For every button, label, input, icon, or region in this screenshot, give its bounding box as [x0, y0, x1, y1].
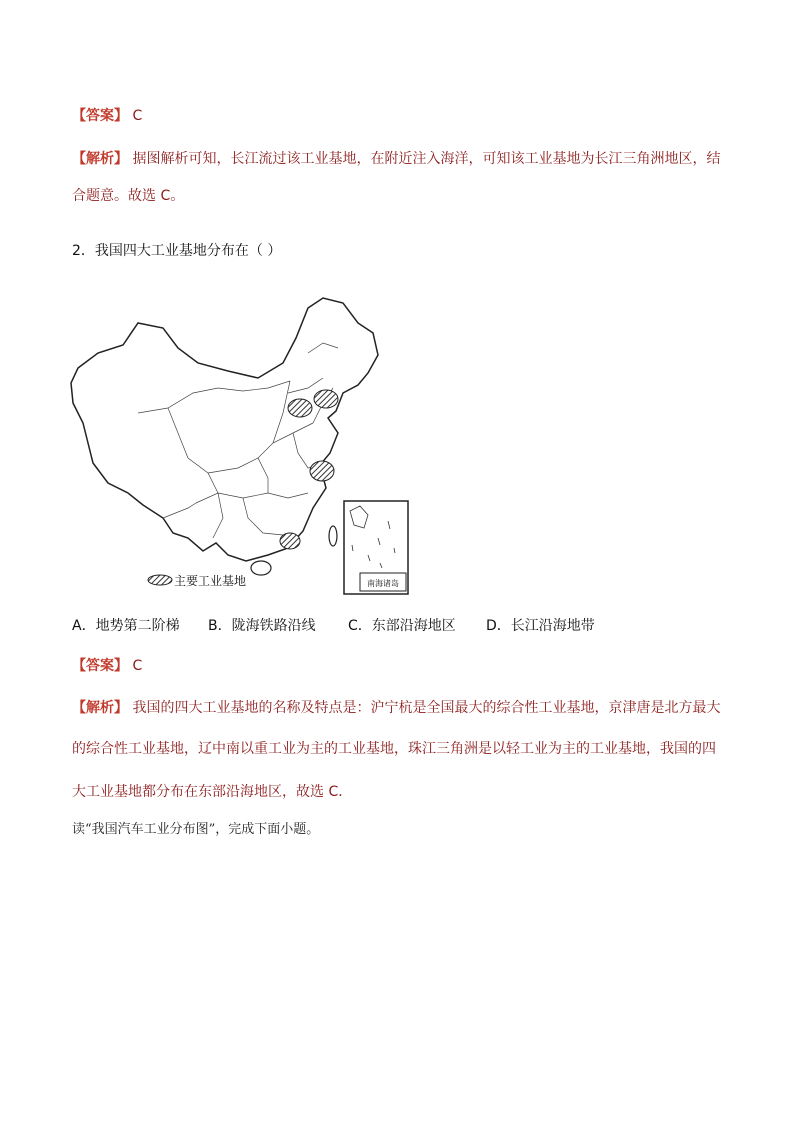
- explanation-text: 据图解析可知，长江流过该工业基地，在附近注入海洋，可知该工业基地为长江三角洲地区，结: [132, 151, 721, 167]
- answer-2: [72, 656, 142, 676]
- china-industrial-base-map: [68, 293, 413, 598]
- option-b: B．陇海铁路沿线: [208, 618, 316, 634]
- answer-value: C: [132, 658, 143, 674]
- option-a: A．地势第二阶梯: [72, 618, 180, 634]
- options-row: [72, 616, 606, 636]
- option-c: C．东部沿海地区: [348, 618, 456, 634]
- explanation-text: 我国的四大工业基地的名称及特点是：沪宁杭是全国最大的综合性工业基地，京津唐是北方最大: [132, 700, 721, 716]
- industrial-base-beijing-tianjin-tangshan: [288, 399, 312, 417]
- legend-hatch-icon: [148, 575, 172, 585]
- explanation-2-line-3: 大工业基地都分布在东部沿海地区，故选 C．: [72, 784, 353, 800]
- question-2: 2．我国四大工业基地分布在（ ）: [72, 243, 282, 259]
- answer-tag: 【答案】: [72, 108, 128, 124]
- industrial-base-shanghai-nanjing-hangzhou: [310, 461, 334, 481]
- explanation-1-line-2: 合题意。故选 C。: [72, 188, 185, 204]
- explanation-2-line-2: 的综合性工业基地，辽中南以重工业为主的工业基地，珠江三角洲是以轻工业为主的工业基地，我国的四: [72, 741, 716, 757]
- inset-label: 南海诸岛: [367, 579, 399, 588]
- explanation-1-line-1: [72, 149, 720, 169]
- answer-1: [72, 106, 142, 126]
- answer-tag: 【答案】: [72, 658, 128, 674]
- explanation-tag: 【解析】: [72, 700, 128, 716]
- industrial-base-liaodong: [314, 390, 338, 408]
- legend-label: 主要工业基地: [174, 574, 247, 588]
- reading-instruction: 读“我国汽车工业分布图”，完成下面小题。: [72, 822, 320, 837]
- option-d: D．长江沿海地带: [486, 618, 595, 634]
- hainan-island: [251, 561, 271, 575]
- explanation-2-line-1: [72, 698, 720, 718]
- explanation-tag: 【解析】: [72, 151, 128, 167]
- industrial-base-pearl-river-delta: [280, 533, 300, 549]
- china-outline: [71, 298, 378, 561]
- taiwan-island: [329, 526, 337, 546]
- answer-value: C: [132, 108, 143, 124]
